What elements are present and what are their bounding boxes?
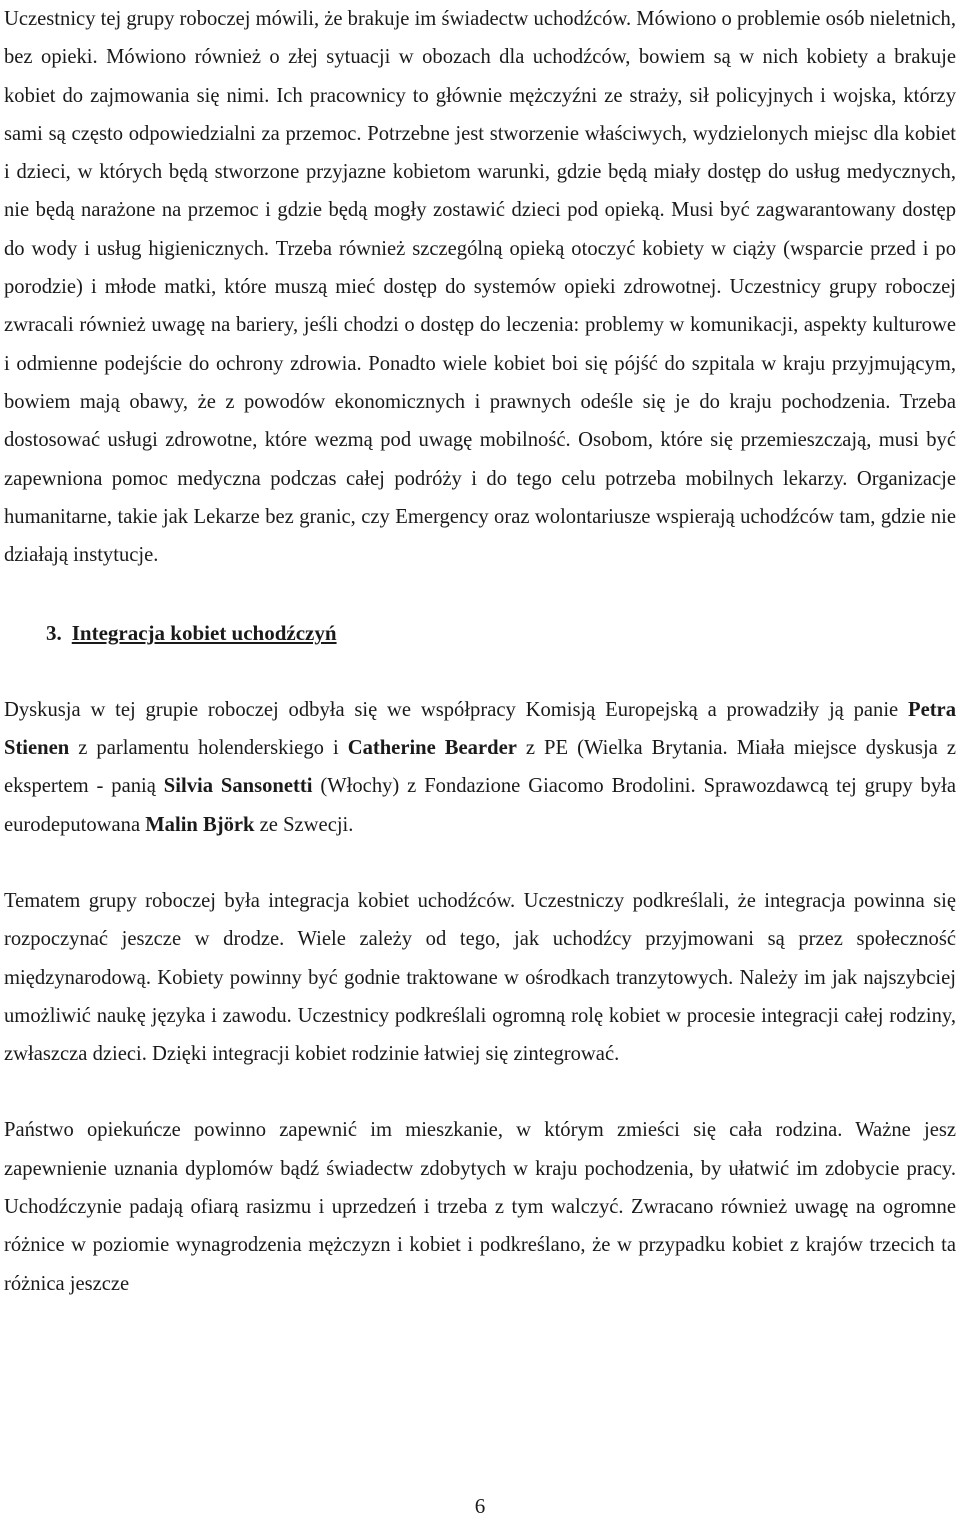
page-number: 6 bbox=[474, 1494, 486, 1518]
spacer bbox=[4, 1073, 956, 1111]
paragraph-refugee-camps: Uczestnicy tej grupy roboczej mówili, że brakuje im świadectw uchodźców. Mówiono o problemie osób nieletnich, bez opieki. Mówiono również o złej sytuacji w obozach dla uchodźców, bowiem są w nich kobiety a brakuje kobiet do zajmowania się nimi. Ich pracownicy to głównie mężczyźni ze straży, sił policyjnych i wojska, którzy sami są często odpowiedzialni za przemoc. Potrzebne jest stworzenie właściwych, wydzielonych miejsc dla kobiet i dzieci, w których będą stworzone przyjazne kobietom warunki, gdzie będą miały dostęp do usług medycznych, nie będą narażone na przemoc i gdzie będą mogły zostawić dzieci pod opieką. Musi być zagwarantowany dostęp do wody i usług higienicznych. Trzeba również szczególną opieką otoczyć kobiety w ciąży (wsparcie przed i po porodzie) i młode matki, które muszą mieć dostęp do systemów opieki zdrowotnej. Uczestnicy grupy roboczej zwracali również uwagę na bariery, jeśli chodzi o dostęp do leczenia: problemy w komunikacji, aspekty kulturowe i odmienne podejście do ochrony zdrowia. Ponadto wiele kobiet boi się pójść do szpitala w kraju przyjmującym, bowiem mają obawy, że z powodów ekonomicznych i prawnych odeśle się je do kraju pochodzenia. Trzeba dostosować usługi zdrowotne, które wezmą pod uwagę mobilność. Osobom, które się przemieszczają, musi być zapewniona pomoc medyczna podczas całej podróży i do tego celu potrzeba mobilnych lekarzy. Organizacje humanitarne, takie jak Lekarze bez granic, czy Emergency oraz wolontariusze wspierają uchodźców tam, gdzie nie działają instytucje. bbox=[4, 8, 956, 567]
paragraph-working-group bbox=[4, 691, 956, 844]
paragraph-welfare-state: Państwo opiekuńcze powinno zapewnić im mieszkanie, w którym zmieści się cała rodzina. Ważne jesz zapewnienie uznania dyplomów bądź świadectw zdobytych w kraju pochodzenia, by ułatwić im zdobycie pracy. Uchodźczynie padają ofiarą rasizmu i uprzedzeń i trzeba z tym walczyć. Zwracano również uwagę na ogromne różnice w poziomie wynagrodzenia mężczyzn i kobiet i podkreślano, że w przypadku kobiet z krajów trzecich ta różnica jeszcze bbox=[4, 1119, 956, 1295]
document-page bbox=[4, 0, 956, 1303]
spacer bbox=[4, 653, 956, 691]
text-run: z parlamentu holenderskiego i bbox=[69, 737, 348, 760]
person-name: Catherine Bearder bbox=[347, 737, 517, 760]
person-name: Petra Stienen bbox=[4, 698, 956, 760]
person-name: Malin Björk bbox=[145, 813, 255, 836]
section-heading bbox=[4, 614, 956, 652]
paragraph-integration-topic: Tematem grupy roboczej była integracja kobiet uchodźców. Uczestniczy podkreślali, że integracja powinna się rozpoczynać jeszcze w drodze. Wiele zależy od tego, jak uchodźcy przyjmowani są przez społeczność międzynarodową. Kobiety powinny być godnie traktowane w ośrodkach tranzytowych. Należy im jak najszybciej umożliwić naukę języka i zawodu. Uczestnicy podkreślali ogromną rolę kobiet w procesie integracji całej rodziny, zwłaszcza dzieci. Dzięki integracji kobiet rodzinie łatwiej się zintegrować. bbox=[4, 889, 956, 1066]
spacer bbox=[4, 574, 956, 614]
person-name: Silvia Sansonetti bbox=[163, 775, 313, 798]
section-number: 3. bbox=[46, 621, 62, 646]
text-run: z PE (Wielka Brytania. Miała miejsce dyskusja z ekspertem - panią bbox=[4, 737, 956, 798]
text-run: Dyskusja w tej grupie roboczej odbyła się we współpracy Komisją Europejską a prowadziły ją panie bbox=[4, 698, 908, 721]
spacer bbox=[4, 844, 956, 882]
section-title: Integracja kobiet uchodźczyń bbox=[71, 621, 337, 646]
text-run: ze Szwecji. bbox=[254, 813, 354, 836]
text-run: (Włochy) z Fondazione Giacomo Brodolini. Sprawozdawcą tej grupy była eurodeputowana bbox=[4, 775, 957, 836]
